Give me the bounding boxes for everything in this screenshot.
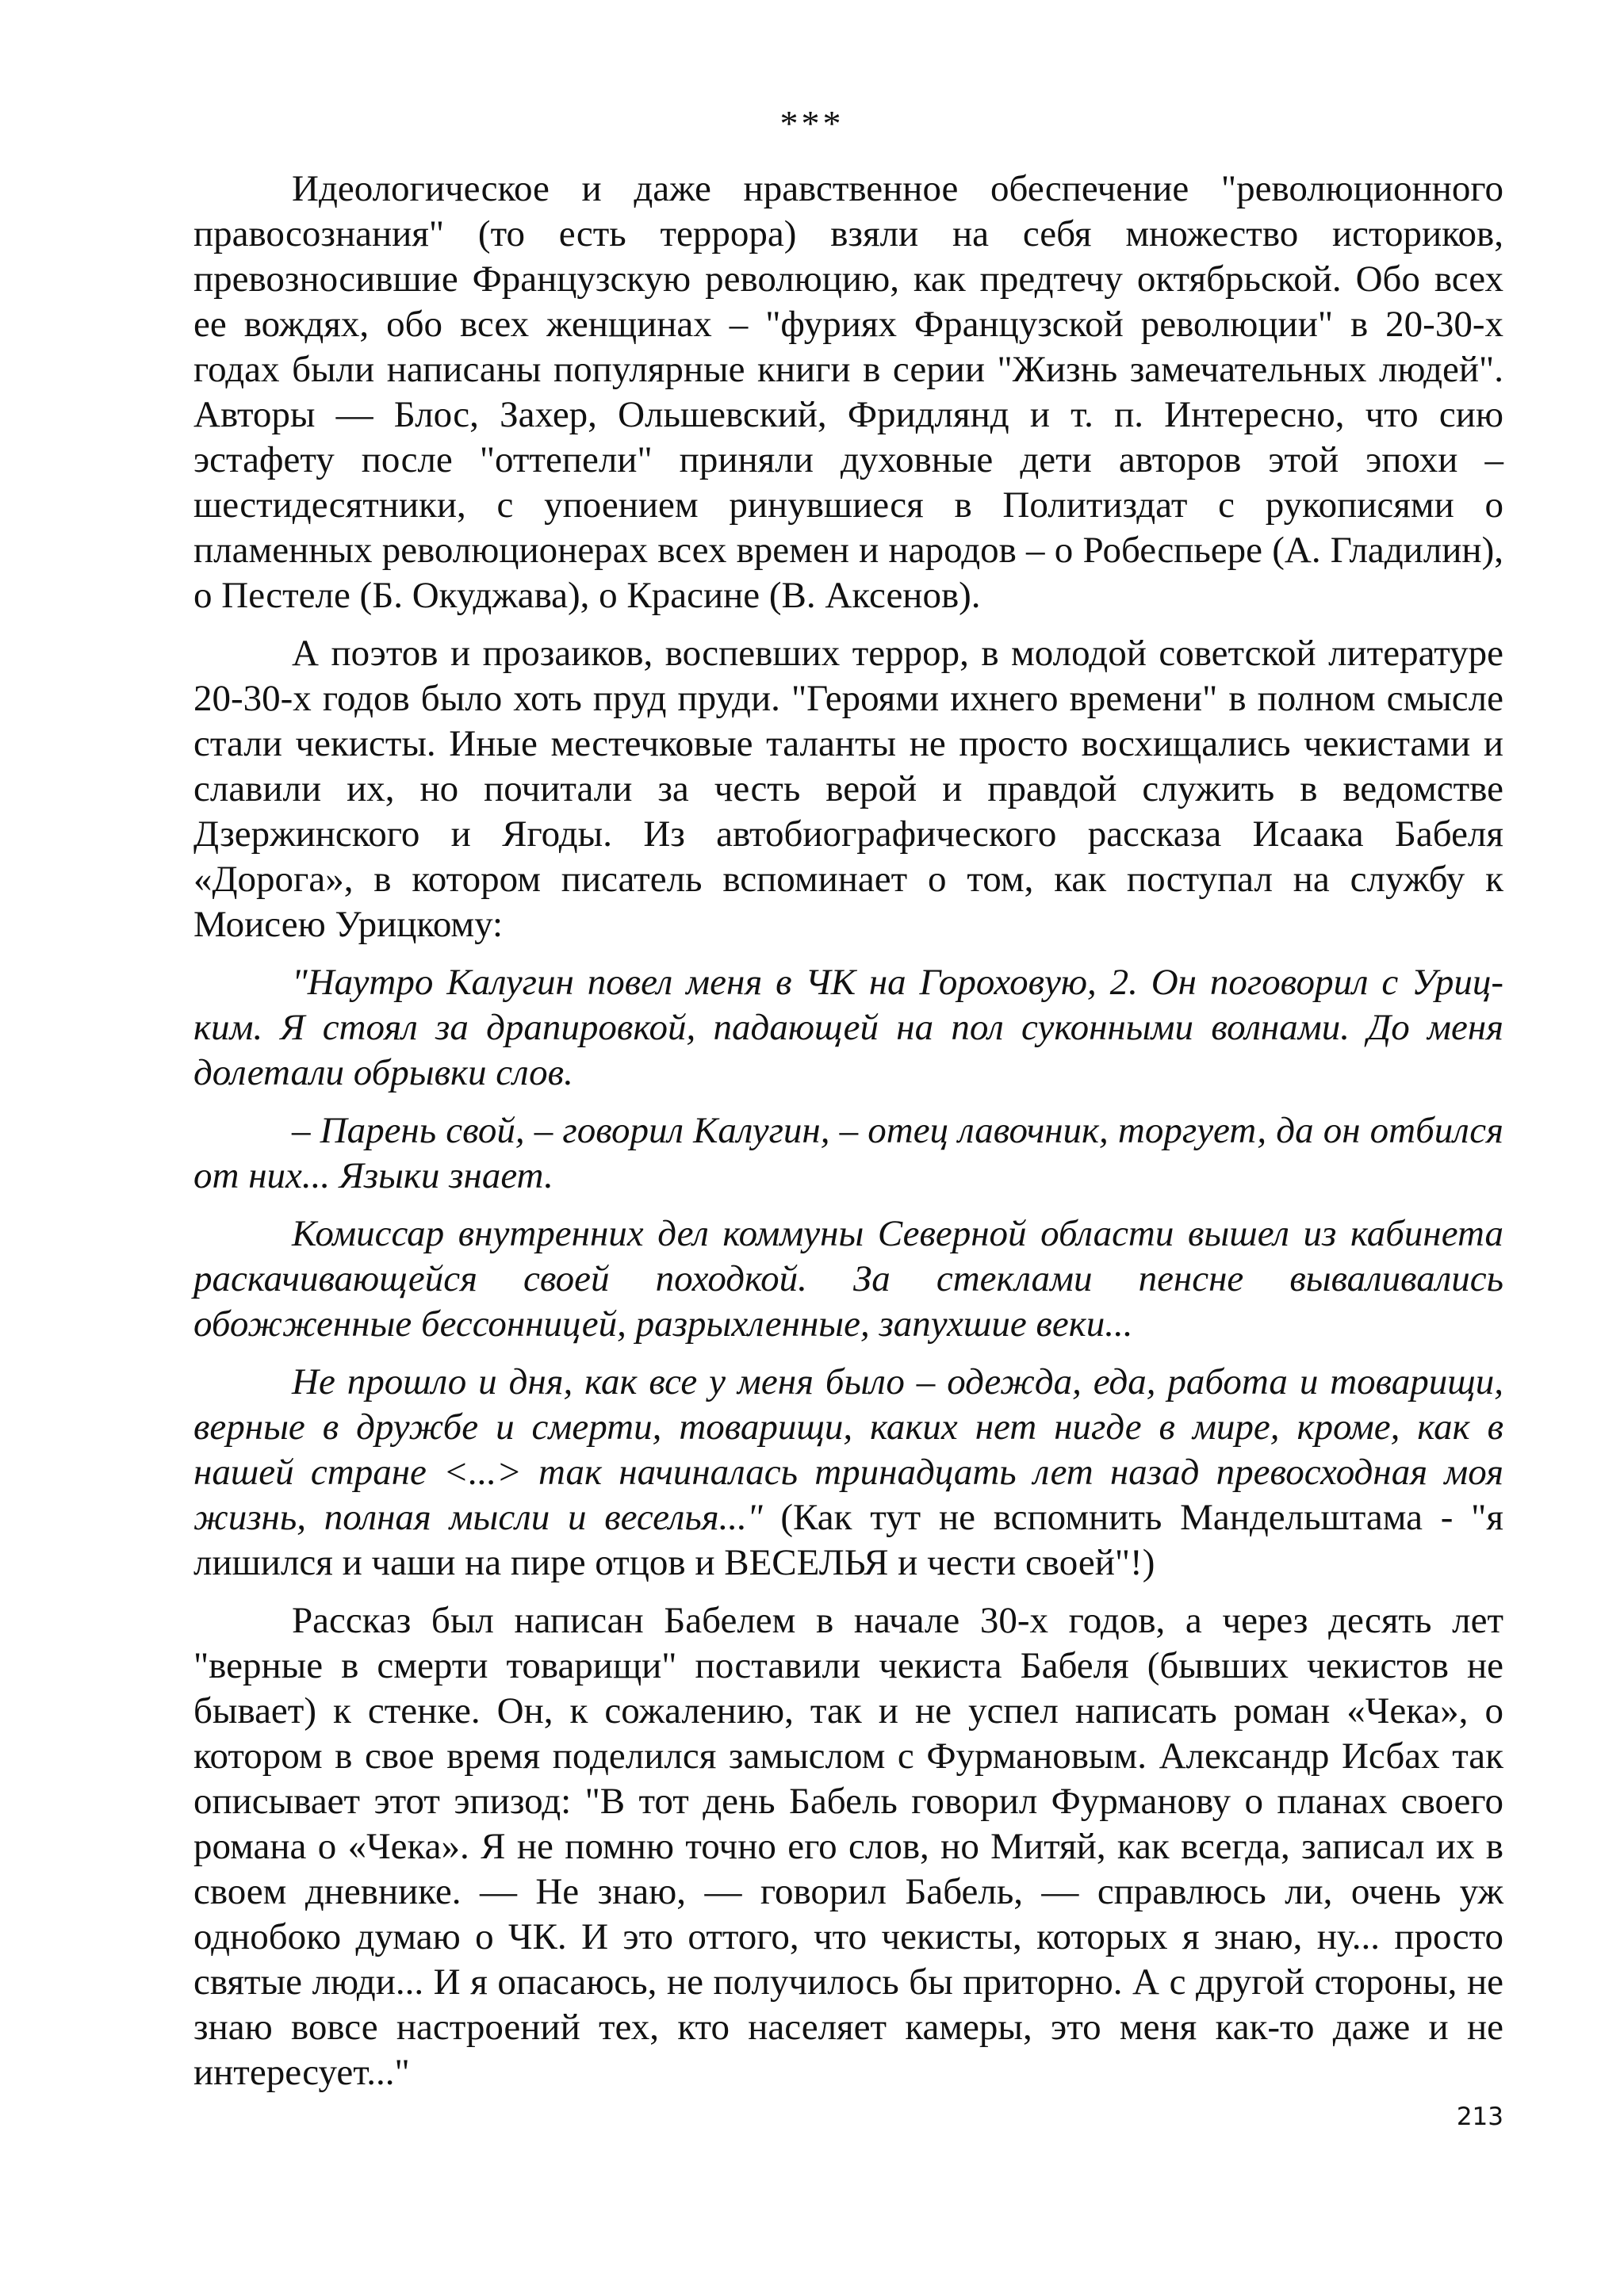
quote-babel-commissar: Комиссар внутренних дел коммуны Северной области вышел из кабинета раскачивающейся своей походкой. За стеклами пенсне вываливались обожженные бессонницей, разрыхленные, запухшие веки... <box>193 1213 1503 1345</box>
paragraph-historians: Идеологическое и даже нравственное обеспечение "революционного правосознания" (то есть террора) взяли на себя множество историков, превозносившие Французскую революцию, как предтечу октябрьской. Обо всех ее вождях, обо всех женщинах – "фуриях Французской революции" в 20-30-х годах были написаны популярные книги в серии "Жизнь замечательных людей". Авторы — Блос, Захер, Ольшевский, Фридлянд и т. п. Интересно, что сию эстафету после "оттепели" приняли духовные дети авторов этой эпохи – шестидесятники, с упоением ринувшиеся в Политиздат с рукописями о пламенных революционерах всех времен и народов – о Робеспьере (А. Гладилин), о Пестеле (Б. Окуджава), о Красине (В. Аксенов). <box>193 168 1503 616</box>
page-body <box>193 166 1503 2108</box>
paragraph-babel-novel: Рассказ был написан Бабелем в начале 30-х годов, а через десять лет "верные в смерти товарищи" поставили чекиста Бабеля (бывших чекистов не бывает) к стенке. Он, к сожалению, так и не успел написать роман «Чека», о котором в свое время поделился замыслом с Фурмановым. Александр Исбах так описывает этот эпизод: "В тот день Бабель говорил Фурманову о планах своего романа о «Чека». Я не помню точно его слов, но Митяй, как всегда, записал их в своем дневнике. — Не знаю, — говорил Бабель, — справлюсь ли, очень уж однобоко думаю о ЧК. И это оттого, что чекисты, которых я знаю, ну... просто святые люди... И я опасаюсь, не получилось бы приторно. А с другой стороны, не знаю вовсе настроений тех, кто населяет камеры, это меня как-то даже и не интересует..." <box>193 1600 1503 2093</box>
mandelstam-remark: (Как тут не вспомнить Мандельштама - "я лишился и чаши на пире отцов и ВЕСЕЛЬЯ и чести своей"!) <box>193 1497 1503 1583</box>
quote-babel-life <box>193 1360 1503 1586</box>
quote-babel-kalugin: – Парень свой, – говорил Калугин, – отец лавочник, торгует, да он отбился от них... Языки знает. <box>193 1110 1503 1196</box>
quote-babel-life-text: Не прошло и дня, как все у меня было – одежда, еда, работа и товарищи, верные в дружбе и смерти, товарищи, каких нет нигде в мире, кроме, как в нашей стране <...> так начиналась тринадцать лет назад превосходная моя жизнь, полная мысли и веселья..." <box>193 1361 1503 1538</box>
section-separator: *** <box>779 103 845 144</box>
quote-babel-morning: "Наутро Калугин повел меня в ЧК на Гороховую, 2. Он поговорил с Урицким. Я стоял за драпировкой, падающей на пол суконными волнами. До меня долетали обрывки слов. <box>193 962 1503 1093</box>
page-number: 213 <box>1456 2103 1503 2131</box>
paragraph-poets-chekists: А поэтов и прозаиков, воспевших террор, в молодой советской литературе 20-30-х годов было хоть пруд пруди. "Героями ихнего времени" в полном смысле стали чекисты. Иные местечковые таланты не просто восхищались чекистами и славили их, но почитали за честь верой и правдой служить в ведомстве Дзержинского и Ягоды. Из автобиографического рассказа Исаака Бабеля «Дорога», в котором писатель вспоминает о том, как поступал на службу к Моисею Урицкому: <box>193 633 1503 945</box>
